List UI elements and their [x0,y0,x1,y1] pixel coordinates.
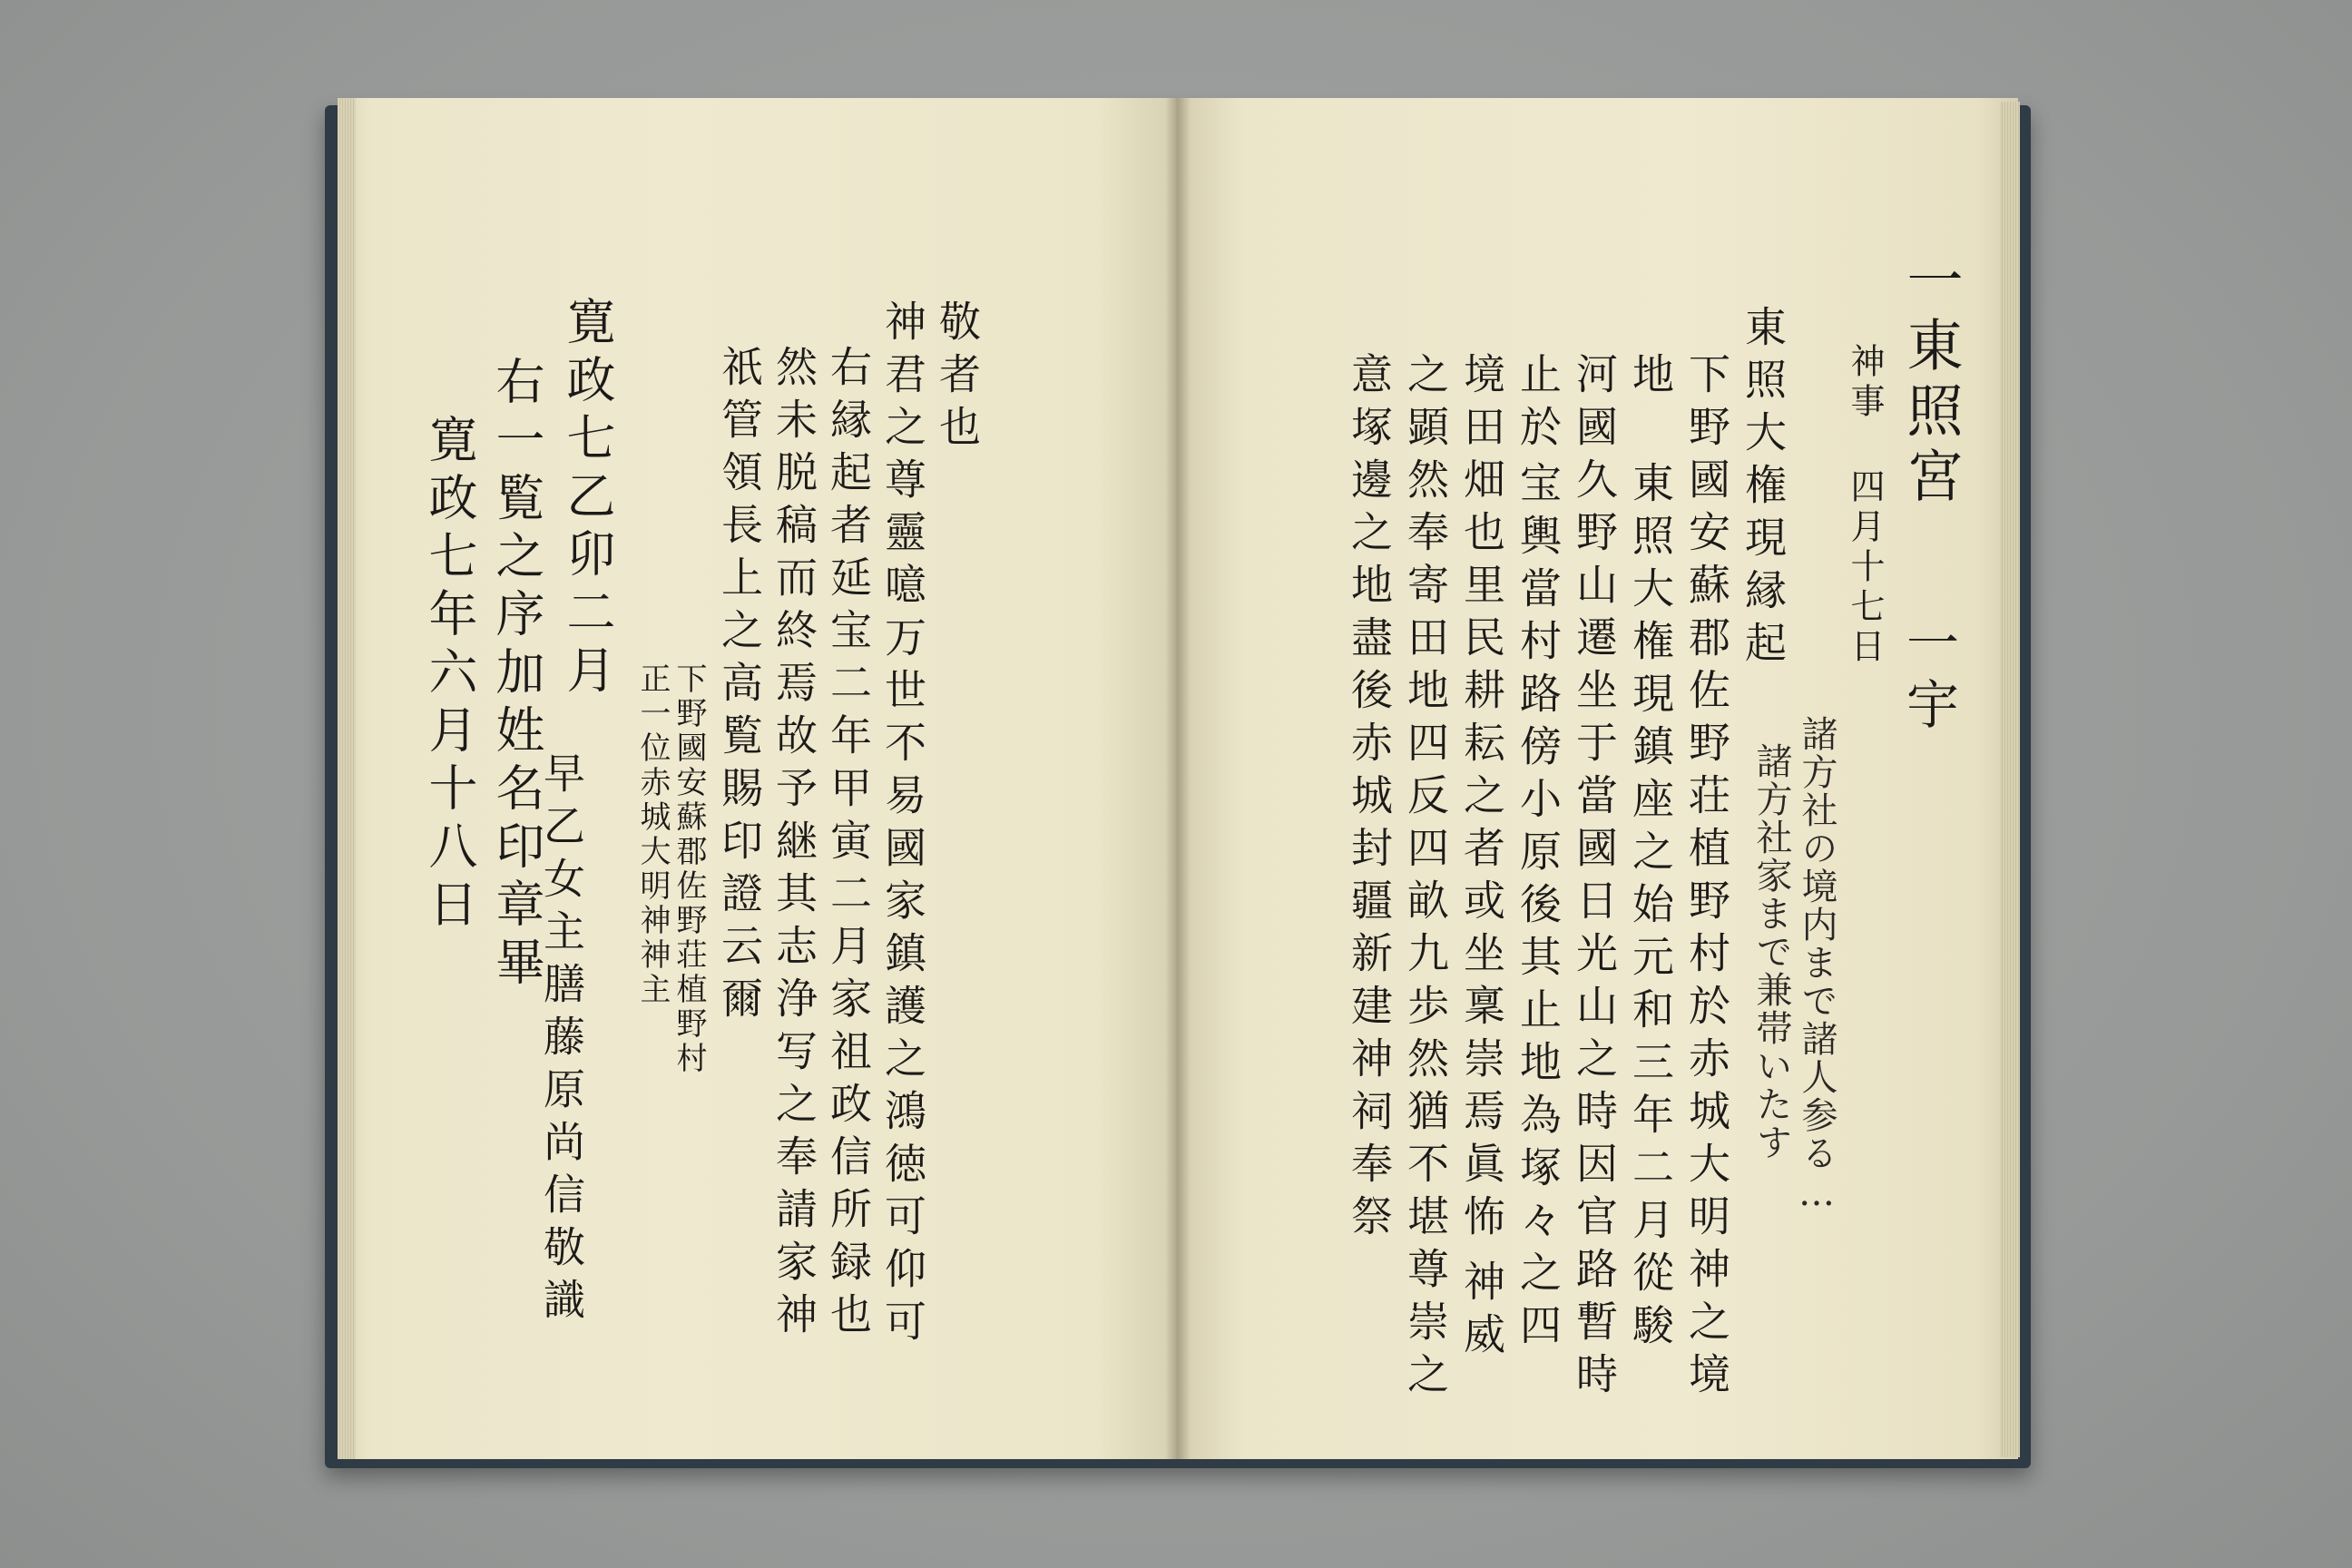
text-column: 右一覧之序加姓名印章畢 [488,356,545,995]
text-column: 下野國安蘇郡佐野荘植野村於赤城大明神之境 [1682,352,1731,1405]
text-column: 宝輿當村路傍小原後其止地為塚々之四 [1514,461,1563,1356]
text-column: 右縁起者延宝二年甲寅二月家祖政信所録也 [824,345,873,1345]
left-page [338,98,1180,1459]
text-column: 地 [1626,352,1675,405]
text-column: 諸方社の境内まで諸人参る… [1796,715,1838,1216]
text-column: 之顕然奉寄田地四反四畝九歩然猶不堪尊崇之 [1401,352,1450,1405]
text-column: 一宇 [1897,615,1959,739]
text-column: 正一位赤城大明神神主 [634,662,671,1007]
open-book [325,98,2031,1477]
text-column: 神君之尊靈噫万世不易國家鎮護之鴻徳可仰可 [878,299,927,1352]
text-column: 寛政七乙卯二月 [559,296,616,702]
text-column: 神事 四月十七日 [1845,343,1885,668]
text-column: 河國久野山遷坐于當國日光山之時因官路暫時 [1570,352,1619,1405]
text-column: 下野國安蘇郡佐野荘植野村 [671,662,707,1076]
text-column: 境田畑也里民耕耘之者或坐稟崇焉眞怖 [1457,352,1506,1247]
text-column: 意塚邊之地盡後赤城封疆新建神祠奉祭 [1345,352,1394,1247]
text-column: 一東照宮 [1897,250,1964,512]
text-column: 東照大権現縁起 [1739,305,1788,673]
text-column: 敬者也 [933,299,982,457]
text-column: 神威 [1457,1259,1506,1365]
text-column: 諸方社家まで兼帯いたす [1750,742,1792,1161]
page-edge-left [338,98,356,1459]
page-edge-right [2000,102,2020,1457]
text-column: 祇管領長上之高覧賜印證云爾 [715,345,764,1029]
right-page [1176,98,2018,1459]
text-column: 寛政七年六月十八日 [421,414,478,936]
text-column: 止於 [1514,352,1563,457]
book-gutter [1165,98,1191,1459]
text-column: 然未脱稿而終焉故予継其志浄写之奉請家神 [769,345,818,1345]
text-column: 東照大権現鎮座之始元和三年二月從駿 [1626,461,1675,1356]
text-column: 早乙女主膳藤原尚信敬識 [537,751,586,1330]
